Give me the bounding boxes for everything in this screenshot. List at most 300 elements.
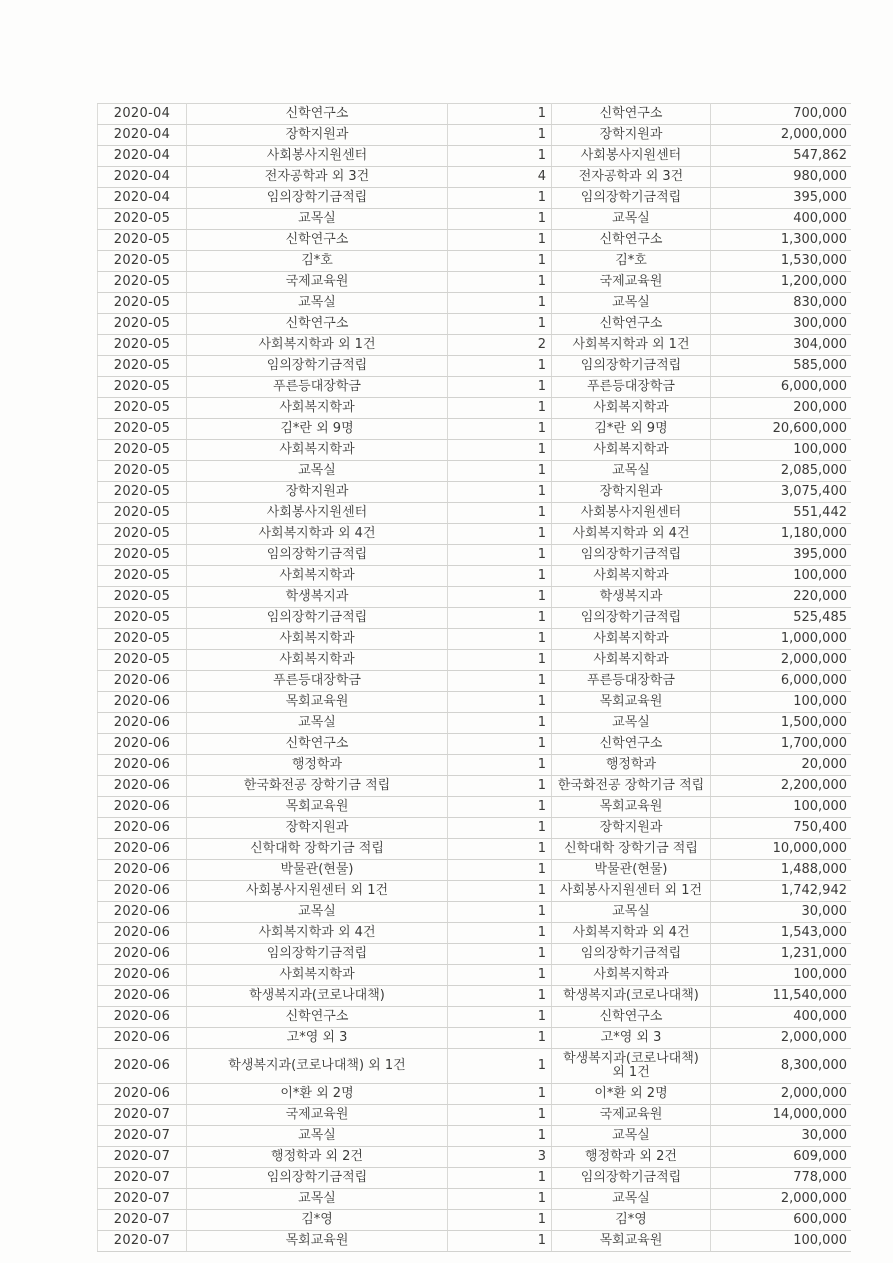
cell-recipient: 교목실 [187, 209, 448, 230]
cell-recipient: 김*호 [187, 251, 448, 272]
table-row [98, 881, 852, 902]
cell-recipient: 푸른등대장학금 [187, 671, 448, 692]
cell-count: 1 [448, 398, 552, 419]
cell-amount: 1,180,000 [711, 524, 852, 545]
cell-recipient-dup: 박물관(현물) [552, 860, 711, 881]
cell-date: 2020-06 [98, 1028, 187, 1049]
cell-recipient: 학생복지과(코로나대책) [187, 986, 448, 1007]
cell-amount: 100,000 [711, 440, 852, 461]
cell-recipient-dup: 사회봉사지원센터 [552, 146, 711, 167]
cell-date: 2020-05 [98, 209, 187, 230]
cell-count: 1 [448, 650, 552, 671]
table-row [98, 1168, 852, 1189]
cell-recipient: 사회복지학과 [187, 629, 448, 650]
cell-count: 1 [448, 419, 552, 440]
cell-recipient-dup: 장학지원과 [552, 482, 711, 503]
cell-count: 1 [448, 629, 552, 650]
table-row [98, 923, 852, 944]
cell-recipient-dup: 임의장학기금적립 [552, 356, 711, 377]
cell-recipient: 임의장학기금적립 [187, 356, 448, 377]
cell-recipient-dup: 교목실 [552, 902, 711, 923]
cell-recipient-dup: 장학지원과 [552, 125, 711, 146]
cell-recipient: 교목실 [187, 1189, 448, 1210]
table-row [98, 692, 852, 713]
cell-date: 2020-05 [98, 629, 187, 650]
table-row [98, 146, 852, 167]
cell-amount: 10,000,000 [711, 839, 852, 860]
cell-count: 4 [448, 167, 552, 188]
cell-count: 1 [448, 1126, 552, 1147]
table-row [98, 671, 852, 692]
table-row [98, 482, 852, 503]
table-row [98, 650, 852, 671]
cell-recipient: 이*환 외 2명 [187, 1084, 448, 1105]
cell-recipient: 사회복지학과 [187, 440, 448, 461]
cell-date: 2020-06 [98, 881, 187, 902]
cell-amount: 400,000 [711, 209, 852, 230]
cell-date: 2020-05 [98, 587, 187, 608]
cell-recipient: 신학연구소 [187, 104, 448, 125]
cell-count: 1 [448, 482, 552, 503]
cell-amount: 600,000 [711, 1210, 852, 1231]
cell-recipient-dup: 국제교육원 [552, 1105, 711, 1126]
cell-recipient: 김*란 외 9명 [187, 419, 448, 440]
cell-recipient: 김*영 [187, 1210, 448, 1231]
cell-amount: 1,000,000 [711, 629, 852, 650]
cell-date: 2020-04 [98, 125, 187, 146]
cell-amount: 395,000 [711, 188, 852, 209]
cell-date: 2020-04 [98, 104, 187, 125]
cell-recipient-dup: 신학연구소 [552, 314, 711, 335]
cell-recipient: 사회복지학과 [187, 398, 448, 419]
cell-count: 1 [448, 881, 552, 902]
cell-recipient-dup: 김*호 [552, 251, 711, 272]
cell-recipient-dup: 학생복지과 [552, 587, 711, 608]
cell-recipient-dup: 사회복지학과 [552, 566, 711, 587]
cell-amount: 1,500,000 [711, 713, 852, 734]
cell-count: 1 [448, 692, 552, 713]
cell-recipient: 한국화전공 장학기금 적립 [187, 776, 448, 797]
cell-date: 2020-04 [98, 146, 187, 167]
cell-recipient: 임의장학기금적립 [187, 545, 448, 566]
cell-amount: 2,000,000 [711, 1189, 852, 1210]
cell-recipient-dup: 임의장학기금적립 [552, 188, 711, 209]
cell-recipient: 박물관(현물) [187, 860, 448, 881]
cell-recipient: 장학지원과 [187, 125, 448, 146]
cell-recipient: 국제교육원 [187, 1105, 448, 1126]
table-row [98, 1189, 852, 1210]
cell-date: 2020-06 [98, 923, 187, 944]
table-row [98, 1147, 852, 1168]
table-row [98, 1049, 852, 1084]
cell-count: 1 [448, 944, 552, 965]
cell-date: 2020-05 [98, 461, 187, 482]
cell-recipient-dup: 신학연구소 [552, 104, 711, 125]
cell-date: 2020-06 [98, 797, 187, 818]
table-row [98, 440, 852, 461]
cell-date: 2020-05 [98, 314, 187, 335]
cell-count: 1 [448, 1105, 552, 1126]
cell-amount: 2,200,000 [711, 776, 852, 797]
cell-amount: 525,485 [711, 608, 852, 629]
cell-date: 2020-05 [98, 335, 187, 356]
cell-count: 1 [448, 587, 552, 608]
cell-recipient-dup: 학생복지과(코로나대책) [552, 986, 711, 1007]
table-row [98, 797, 852, 818]
cell-recipient: 사회복지학과 외 1건 [187, 335, 448, 356]
cell-amount: 830,000 [711, 293, 852, 314]
table-row [98, 860, 852, 881]
cell-count: 3 [448, 1147, 552, 1168]
cell-count: 1 [448, 1007, 552, 1028]
cell-recipient-dup: 교목실 [552, 293, 711, 314]
cell-amount: 1,700,000 [711, 734, 852, 755]
cell-count: 1 [448, 209, 552, 230]
table-row [98, 944, 852, 965]
cell-recipient: 고*영 외 3 [187, 1028, 448, 1049]
cell-recipient: 교목실 [187, 902, 448, 923]
cell-amount: 30,000 [711, 1126, 852, 1147]
cell-recipient-dup: 사회복지학과 [552, 398, 711, 419]
cell-amount: 980,000 [711, 167, 852, 188]
table-row [98, 377, 852, 398]
cell-recipient: 학생복지과(코로나대책) 외 1건 [187, 1049, 448, 1084]
cell-count: 1 [448, 314, 552, 335]
cell-count: 1 [448, 524, 552, 545]
cell-count: 1 [448, 839, 552, 860]
cell-recipient: 신학연구소 [187, 314, 448, 335]
cell-recipient-dup: 목회교육원 [552, 797, 711, 818]
table-row [98, 902, 852, 923]
cell-recipient-dup: 임의장학기금적립 [552, 944, 711, 965]
cell-amount: 2,085,000 [711, 461, 852, 482]
cell-amount: 1,231,000 [711, 944, 852, 965]
cell-date: 2020-07 [98, 1231, 187, 1252]
cell-recipient: 임의장학기금적립 [187, 1168, 448, 1189]
cell-recipient-dup: 신학연구소 [552, 1007, 711, 1028]
cell-date: 2020-05 [98, 608, 187, 629]
cell-count: 1 [448, 566, 552, 587]
cell-date: 2020-05 [98, 566, 187, 587]
cell-amount: 1,488,000 [711, 860, 852, 881]
table-row [98, 524, 852, 545]
cell-date: 2020-07 [98, 1189, 187, 1210]
cell-recipient-dup: 교목실 [552, 461, 711, 482]
cell-recipient-dup: 사회복지학과 [552, 629, 711, 650]
cell-amount: 395,000 [711, 545, 852, 566]
cell-date: 2020-04 [98, 188, 187, 209]
cell-date: 2020-05 [98, 419, 187, 440]
cell-recipient-dup: 한국화전공 장학기금 적립 [552, 776, 711, 797]
cell-count: 1 [448, 503, 552, 524]
cell-recipient: 목회교육원 [187, 797, 448, 818]
cell-recipient-dup: 사회복지학과 [552, 650, 711, 671]
cell-recipient-dup: 사회복지학과 [552, 440, 711, 461]
table-row [98, 986, 852, 1007]
cell-count: 1 [448, 734, 552, 755]
cell-recipient: 푸른등대장학금 [187, 377, 448, 398]
cell-recipient-dup: 교목실 [552, 1189, 711, 1210]
table-row [98, 188, 852, 209]
cell-count: 1 [448, 965, 552, 986]
cell-recipient: 신학대학 장학기금 적립 [187, 839, 448, 860]
cell-count: 1 [448, 104, 552, 125]
cell-count: 1 [448, 125, 552, 146]
cell-amount: 1,742,942 [711, 881, 852, 902]
cell-count: 1 [448, 860, 552, 881]
cell-date: 2020-05 [98, 440, 187, 461]
cell-count: 1 [448, 1210, 552, 1231]
table-row [98, 1028, 852, 1049]
cell-count: 1 [448, 671, 552, 692]
table-row [98, 587, 852, 608]
cell-recipient: 사회복지학과 [187, 650, 448, 671]
cell-count: 1 [448, 608, 552, 629]
table-row [98, 1084, 852, 1105]
cell-date: 2020-07 [98, 1147, 187, 1168]
cell-count: 1 [448, 377, 552, 398]
cell-date: 2020-06 [98, 965, 187, 986]
cell-date: 2020-06 [98, 944, 187, 965]
cell-date: 2020-05 [98, 398, 187, 419]
cell-amount: 547,862 [711, 146, 852, 167]
cell-date: 2020-06 [98, 713, 187, 734]
cell-date: 2020-04 [98, 167, 187, 188]
table-row [98, 356, 852, 377]
table-row [98, 1210, 852, 1231]
cell-recipient-dup: 국제교육원 [552, 272, 711, 293]
cell-date: 2020-05 [98, 482, 187, 503]
cell-recipient: 장학지원과 [187, 482, 448, 503]
table-row [98, 167, 852, 188]
table-row [98, 104, 852, 125]
cell-recipient: 신학연구소 [187, 1007, 448, 1028]
table-row [98, 1126, 852, 1147]
cell-recipient-dup: 임의장학기금적립 [552, 545, 711, 566]
cell-recipient-dup: 교목실 [552, 209, 711, 230]
cell-date: 2020-05 [98, 377, 187, 398]
table-row [98, 1231, 852, 1252]
table-row [98, 818, 852, 839]
table-row [98, 398, 852, 419]
cell-recipient: 장학지원과 [187, 818, 448, 839]
cell-recipient: 목회교육원 [187, 692, 448, 713]
cell-count: 1 [448, 356, 552, 377]
table-row [98, 314, 852, 335]
ledger-table-body [98, 104, 852, 1252]
cell-count: 1 [448, 1049, 552, 1084]
cell-amount: 6,000,000 [711, 671, 852, 692]
cell-date: 2020-06 [98, 755, 187, 776]
cell-amount: 200,000 [711, 398, 852, 419]
table-row [98, 125, 852, 146]
cell-recipient-dup: 행정학과 [552, 755, 711, 776]
cell-count: 1 [448, 545, 552, 566]
table-row [98, 629, 852, 650]
cell-count: 1 [448, 902, 552, 923]
cell-recipient-dup: 교목실 [552, 713, 711, 734]
table-row [98, 734, 852, 755]
cell-count: 1 [448, 188, 552, 209]
cell-count: 1 [448, 146, 552, 167]
cell-date: 2020-06 [98, 839, 187, 860]
cell-amount: 20,600,000 [711, 419, 852, 440]
cell-count: 1 [448, 713, 552, 734]
cell-date: 2020-06 [98, 734, 187, 755]
table-row [98, 566, 852, 587]
table-row [98, 251, 852, 272]
cell-amount: 100,000 [711, 965, 852, 986]
cell-amount: 1,200,000 [711, 272, 852, 293]
cell-recipient: 사회봉사지원센터 [187, 503, 448, 524]
cell-date: 2020-05 [98, 650, 187, 671]
table-row [98, 419, 852, 440]
cell-amount: 3,075,400 [711, 482, 852, 503]
cell-recipient-dup: 사회봉사지원센터 외 1건 [552, 881, 711, 902]
cell-recipient-dup: 임의장학기금적립 [552, 1168, 711, 1189]
cell-recipient-dup: 푸른등대장학금 [552, 377, 711, 398]
cell-recipient: 사회복지학과 외 4건 [187, 923, 448, 944]
cell-recipient-dup: 신학연구소 [552, 230, 711, 251]
cell-recipient-dup: 김*영 [552, 1210, 711, 1231]
cell-amount: 30,000 [711, 902, 852, 923]
cell-recipient-dup: 장학지원과 [552, 818, 711, 839]
cell-amount: 1,300,000 [711, 230, 852, 251]
cell-recipient-dup: 이*환 외 2명 [552, 1084, 711, 1105]
cell-amount: 100,000 [711, 692, 852, 713]
cell-date: 2020-05 [98, 251, 187, 272]
cell-count: 1 [448, 818, 552, 839]
table-row [98, 335, 852, 356]
cell-amount: 100,000 [711, 797, 852, 818]
cell-amount: 551,442 [711, 503, 852, 524]
cell-recipient: 행정학과 외 2건 [187, 1147, 448, 1168]
cell-date: 2020-07 [98, 1210, 187, 1231]
cell-recipient-dup: 사회복지학과 외 4건 [552, 524, 711, 545]
table-row [98, 965, 852, 986]
cell-recipient-dup: 학생복지과(코로나대책) 외 1건 [552, 1049, 711, 1084]
cell-recipient: 신학연구소 [187, 734, 448, 755]
cell-recipient-dup: 고*영 외 3 [552, 1028, 711, 1049]
cell-count: 1 [448, 986, 552, 1007]
cell-recipient: 임의장학기금적립 [187, 608, 448, 629]
cell-amount: 2,000,000 [711, 1084, 852, 1105]
cell-amount: 304,000 [711, 335, 852, 356]
table-row [98, 230, 852, 251]
cell-count: 1 [448, 440, 552, 461]
cell-recipient: 행정학과 [187, 755, 448, 776]
cell-recipient: 사회복지학과 [187, 965, 448, 986]
cell-date: 2020-06 [98, 1084, 187, 1105]
cell-date: 2020-06 [98, 860, 187, 881]
cell-date: 2020-05 [98, 545, 187, 566]
cell-recipient-dup: 사회복지학과 외 1건 [552, 335, 711, 356]
cell-recipient: 전자공학과 외 3건 [187, 167, 448, 188]
cell-recipient: 신학연구소 [187, 230, 448, 251]
cell-amount: 14,000,000 [711, 1105, 852, 1126]
cell-count: 1 [448, 1231, 552, 1252]
cell-amount: 778,000 [711, 1168, 852, 1189]
cell-recipient: 사회복지학과 외 4건 [187, 524, 448, 545]
cell-amount: 220,000 [711, 587, 852, 608]
cell-amount: 2,000,000 [711, 650, 852, 671]
table-row [98, 545, 852, 566]
cell-recipient: 사회봉사지원센터 [187, 146, 448, 167]
cell-amount: 8,300,000 [711, 1049, 852, 1084]
cell-amount: 100,000 [711, 566, 852, 587]
cell-date: 2020-06 [98, 671, 187, 692]
cell-recipient: 학생복지과 [187, 587, 448, 608]
cell-recipient-dup: 신학대학 장학기금 적립 [552, 839, 711, 860]
cell-count: 1 [448, 1084, 552, 1105]
cell-date: 2020-05 [98, 524, 187, 545]
cell-date: 2020-07 [98, 1168, 187, 1189]
cell-recipient-dup: 푸른등대장학금 [552, 671, 711, 692]
cell-amount: 6,000,000 [711, 377, 852, 398]
cell-date: 2020-07 [98, 1105, 187, 1126]
cell-date: 2020-06 [98, 986, 187, 1007]
table-row [98, 713, 852, 734]
cell-amount: 100,000 [711, 1231, 852, 1252]
cell-recipient: 사회복지학과 [187, 566, 448, 587]
cell-amount: 300,000 [711, 314, 852, 335]
cell-amount: 2,000,000 [711, 1028, 852, 1049]
table-row [98, 755, 852, 776]
cell-date: 2020-06 [98, 692, 187, 713]
donation-ledger-table [97, 103, 851, 1252]
cell-date: 2020-06 [98, 1007, 187, 1028]
cell-recipient-dup: 전자공학과 외 3건 [552, 167, 711, 188]
cell-recipient: 교목실 [187, 293, 448, 314]
cell-recipient: 국제교육원 [187, 272, 448, 293]
cell-count: 1 [448, 251, 552, 272]
cell-count: 2 [448, 335, 552, 356]
table-row [98, 776, 852, 797]
cell-amount: 11,540,000 [711, 986, 852, 1007]
cell-amount: 585,000 [711, 356, 852, 377]
cell-date: 2020-05 [98, 272, 187, 293]
cell-recipient-dup: 임의장학기금적립 [552, 608, 711, 629]
cell-date: 2020-06 [98, 1049, 187, 1084]
cell-amount: 400,000 [711, 1007, 852, 1028]
cell-date: 2020-06 [98, 818, 187, 839]
cell-recipient-dup: 교목실 [552, 1126, 711, 1147]
cell-count: 1 [448, 797, 552, 818]
cell-recipient-dup: 신학연구소 [552, 734, 711, 755]
table-row [98, 608, 852, 629]
cell-amount: 750,400 [711, 818, 852, 839]
cell-recipient: 임의장학기금적립 [187, 944, 448, 965]
cell-count: 1 [448, 776, 552, 797]
cell-recipient-dup: 사회봉사지원센터 [552, 503, 711, 524]
cell-count: 1 [448, 461, 552, 482]
cell-date: 2020-06 [98, 776, 187, 797]
table-row [98, 1105, 852, 1126]
cell-count: 1 [448, 272, 552, 293]
table-row [98, 1007, 852, 1028]
cell-count: 1 [448, 1168, 552, 1189]
cell-recipient: 임의장학기금적립 [187, 188, 448, 209]
cell-count: 1 [448, 293, 552, 314]
cell-recipient: 교목실 [187, 713, 448, 734]
cell-amount: 1,530,000 [711, 251, 852, 272]
cell-recipient-dup: 사회복지학과 외 4건 [552, 923, 711, 944]
table-row [98, 503, 852, 524]
cell-count: 1 [448, 923, 552, 944]
cell-count: 1 [448, 1189, 552, 1210]
cell-date: 2020-05 [98, 503, 187, 524]
cell-recipient-dup: 목회교육원 [552, 692, 711, 713]
